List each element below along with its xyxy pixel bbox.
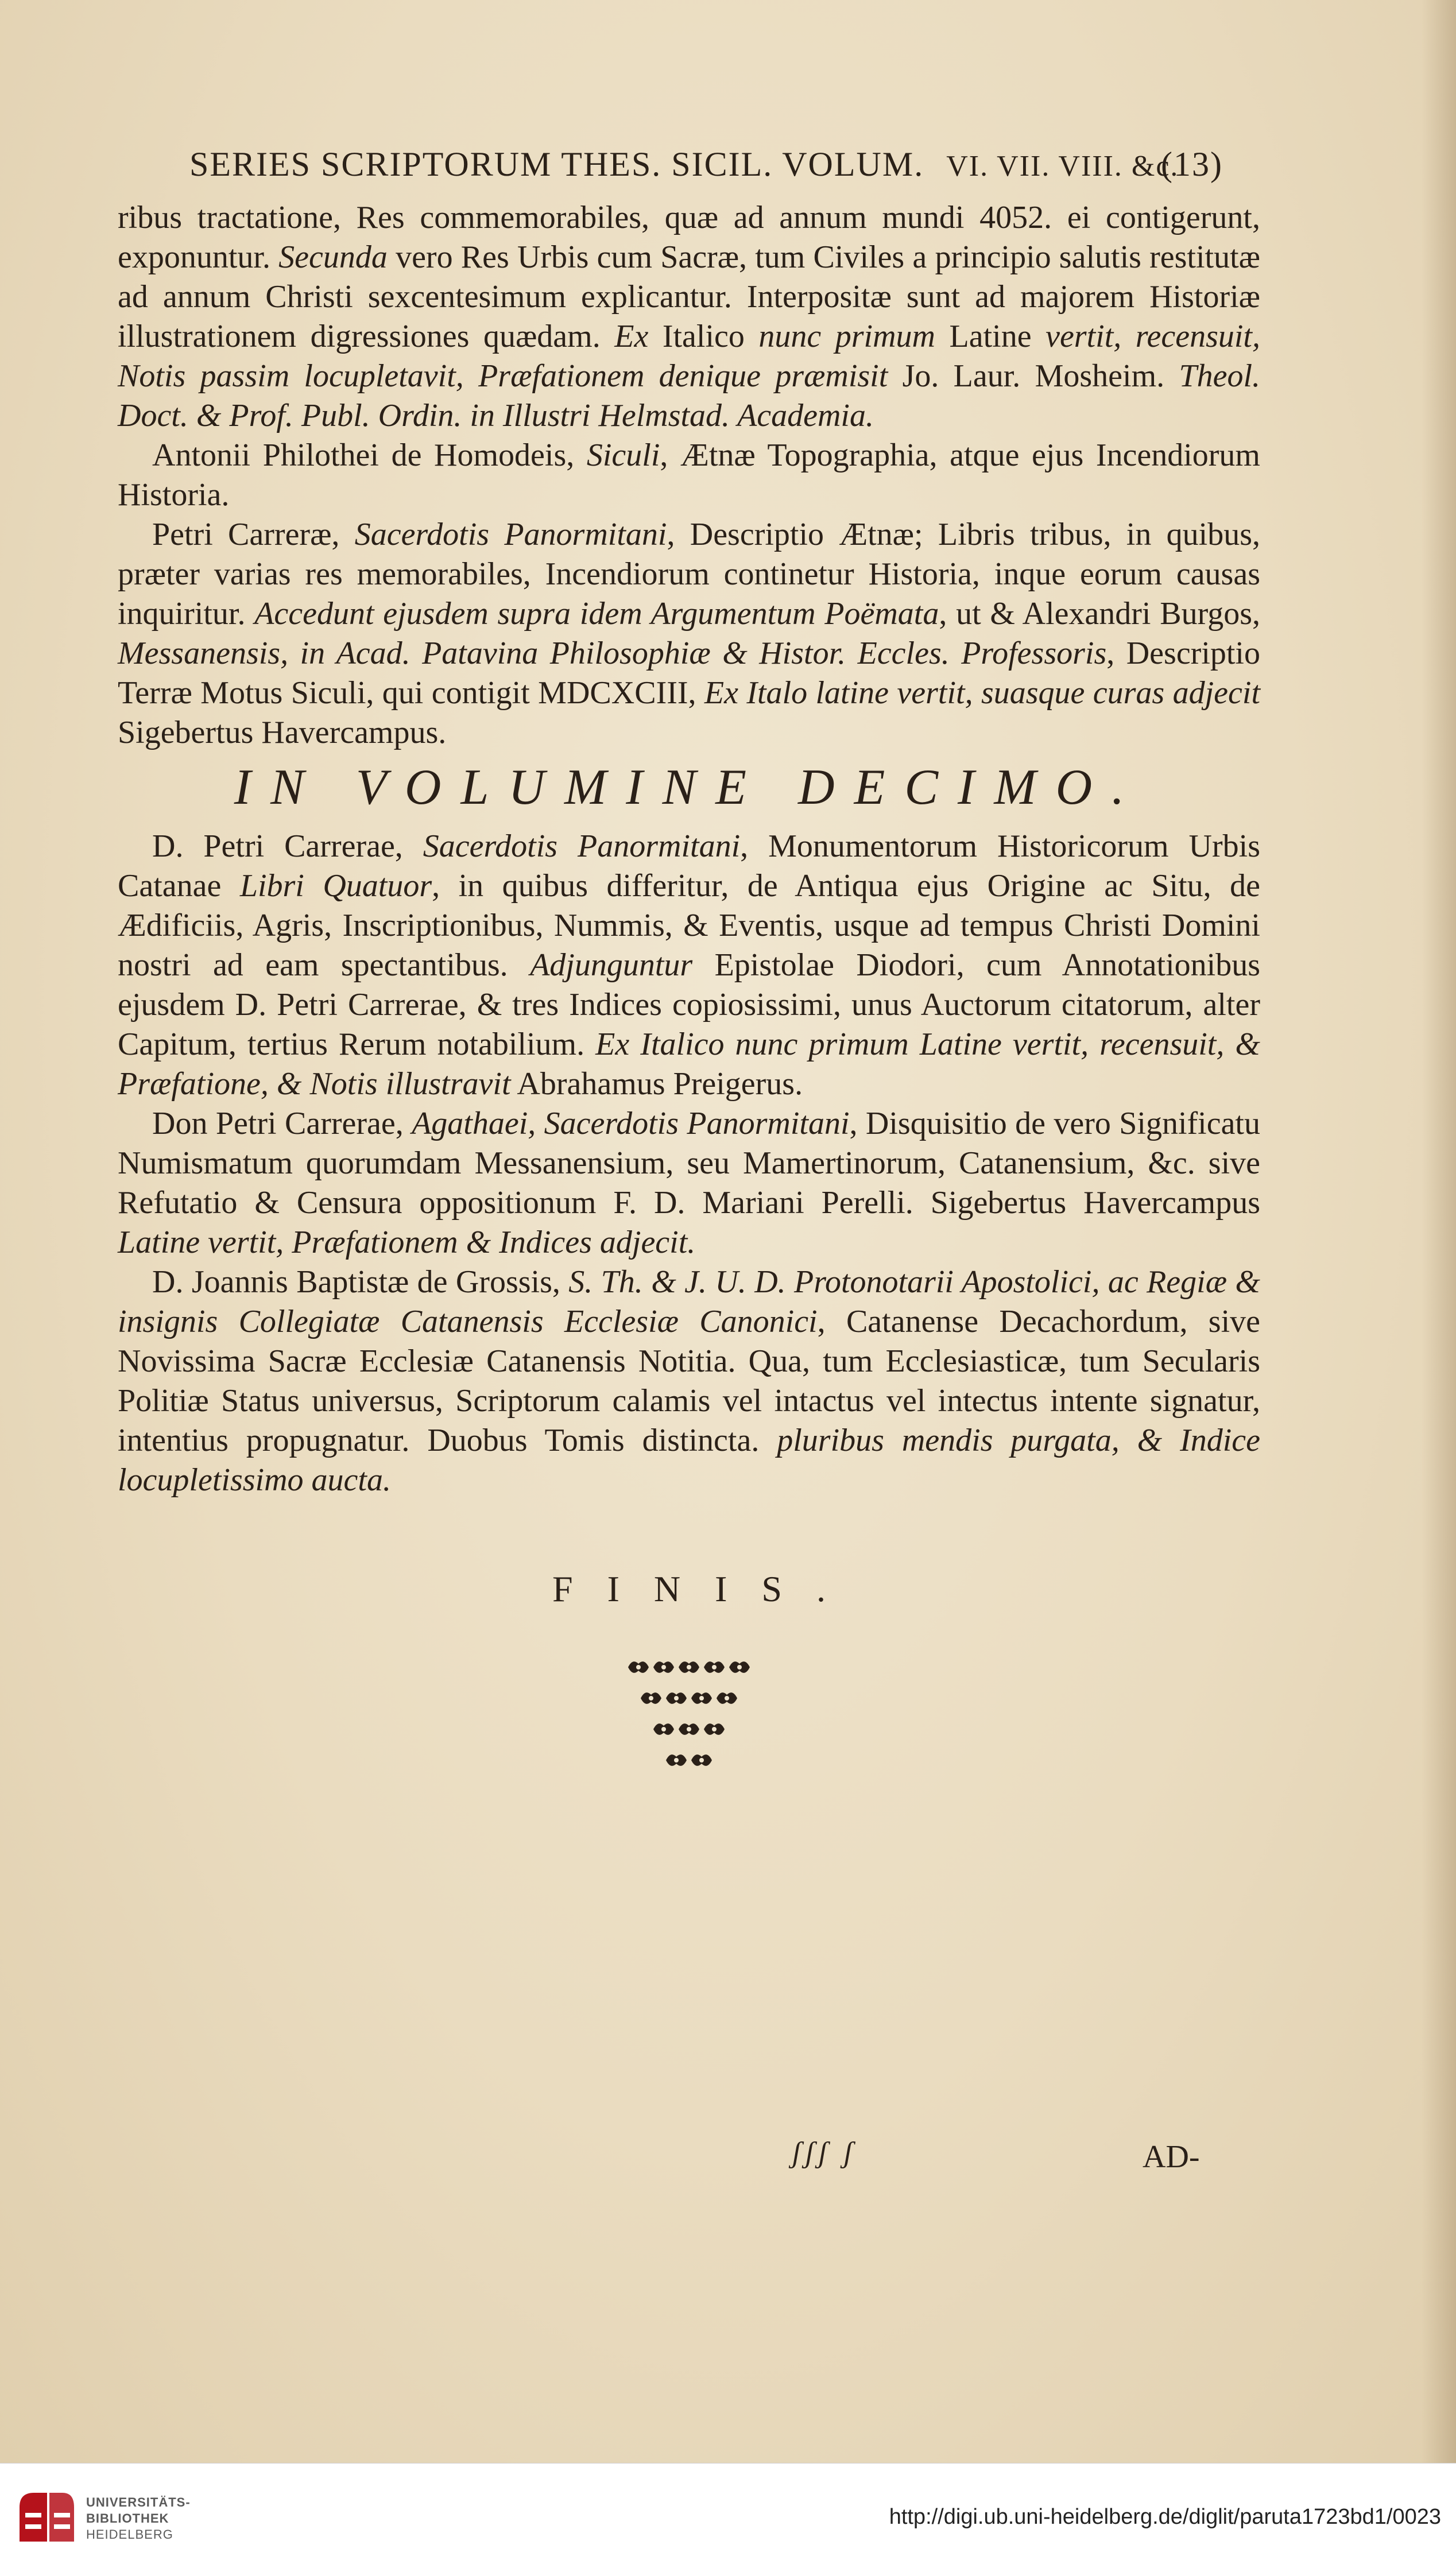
paragraph [118, 198, 1260, 436]
ornament-dot [712, 1727, 717, 1732]
paragraph [118, 515, 1260, 753]
signature-mark: ʃʃʃ ʃ [792, 2136, 857, 2169]
italic-text-segment: Messanensis, in Acad. Patavina Philosophiæ & Histor. Eccles. Professoris [118, 636, 1107, 671]
italic-text-segment: Latine vertit, Præfationem & Indices adjecit. [118, 1225, 696, 1260]
italic-text-segment: Theol. Doct. & Prof. Publ. Ordin. in Illustri Helmstad. Academia. [118, 358, 1260, 433]
catchword: AD- [1143, 2139, 1200, 2175]
text-segment: Don Petri Carrerae, [152, 1106, 412, 1141]
text-segment: , in quibus differitur, de Antiqua ejus Origine ac Situ, de Ædificiis, Agris, Inscriptionibus, Nummis, & Eventis, usque ad tempus Christi Domini nostri ad eam spectantibus. [118, 868, 1260, 983]
italic-text-segment: Ex Italo latine vertit, suasque curas adjecit [704, 675, 1260, 711]
text-segment: , Catanense Decachordum, sive Novissima Sacræ Ecclesiæ Catanensis Notitia. Qua, tum Ecclesiasticæ, tum Secularis Politiæ Status universus, Scriptorum calamis vel intactus vel intectus intente signatur, intentius propugnatur. Duobus Tomis distincta. [118, 1304, 1260, 1458]
ornament-dot [674, 1758, 679, 1763]
italic-text-segment: S. Th. & J. U. D. Protonotarii Apostolici, ac Regiæ & insignis Collegiatæ Catanensis Ecclesiæ Canonici [118, 1264, 1260, 1339]
paragraph [118, 1104, 1260, 1262]
paragraph [118, 827, 1260, 1104]
footer-bar [0, 2463, 1456, 2572]
text-segment: , Monumentorum Historicorum Urbis Catanae [118, 828, 1260, 904]
ornament-dot [649, 1696, 653, 1701]
text-segment: vero Res Urbis cum Sacræ, tum Civiles a principio salutis restitutæ ad annum Christi sexcentesimum explicantur. Interpositæ sunt ad majorem Historiæ illustrationem digressiones quædam. [118, 239, 1260, 354]
running-head-volumes: VI. VII. VIII. &c. [946, 150, 1179, 183]
page-number: (13) [1161, 145, 1223, 183]
paragraphs-before-heading [118, 198, 1260, 753]
ornament-dot [712, 1665, 717, 1670]
text-segment: Latine [935, 319, 1046, 354]
logo-line-2: BIBLIOTHEK [86, 2511, 169, 2525]
italic-text-segment: Sacerdotis Panormitani [423, 828, 741, 864]
running-head [189, 145, 1223, 191]
italic-text-segment: Sacerdotis Panormitani [354, 517, 667, 552]
italic-text-segment: Accedunt ejusdem supra idem Argumentum Poëmata [254, 596, 939, 632]
text-segment: , Disquisitio de vero Significatu Numismatum quorumdam Messanensium, seu Mamertinorum, Catanensium, &c. sive Refutatio & Censura oppositionum F. D. Mariani Perelli. Sigebertus Havercampus [118, 1106, 1260, 1221]
text-segment: D. Joannis Baptistæ de Grossis, [152, 1264, 569, 1300]
ornament-dot [737, 1665, 742, 1670]
logo-line-3: HEIDELBERG [86, 2527, 173, 2542]
ornament-dot [687, 1665, 691, 1670]
main-text [118, 198, 1260, 1792]
text-segment: ribus tractatione, Res commemorabiles, quæ ad annum mundi 4052. ei contigerunt, exponuntur. [118, 200, 1260, 275]
text-segment: Sigebertus Havercampus. [118, 715, 447, 750]
running-head-title: SERIES SCRIPTORUM THES. SICIL. VOLUM. [189, 145, 924, 183]
logo-line-1: UNIVERSITÄTS- [86, 2495, 191, 2509]
source-url-link[interactable]: http://digi.ub.uni-heidelberg.de/diglit/paruta1723bd1/0023 [889, 2505, 1441, 2529]
text-segment: Abrahamus Preigerus. [510, 1066, 803, 1102]
ornament-dot [699, 1696, 704, 1701]
university-logo-text[interactable] [86, 2494, 191, 2543]
italic-text-segment: Libri Quatuor [239, 868, 432, 904]
section-heading: IN VOLUMINE DECIMO. [234, 760, 1144, 815]
ornament-dot [674, 1696, 679, 1701]
ornament-dot [661, 1665, 666, 1670]
text-segment: , Descriptio Terræ Motus Siculi, qui contigit MDCXCIII, [118, 636, 1260, 711]
italic-text-segment: vertit, recensuit, Notis passim locupletavit, Præfationem denique præmisit [118, 319, 1260, 394]
italic-text-segment: pluribus mendis purgata, & Indice locupletissimo aucta. [118, 1423, 1261, 1498]
ornament-dot [725, 1696, 729, 1701]
text-segment: Epistolae Diodori, cum Annotationibus ejusdem D. Petri Carrerae, & tres Indices copiosissimi, unus Auctorum citatorum, alter Capitum, tertius Rerum notabilium. [118, 947, 1260, 1062]
finis-text: FINIS. [552, 1568, 861, 1609]
university-logo-icon[interactable] [14, 2484, 80, 2550]
page-edge-shadow [1422, 0, 1456, 2463]
text-segment: Italico [648, 319, 759, 354]
text-segment: Jo. Laur. Mosheim. [888, 358, 1179, 394]
ornament-dot [636, 1665, 641, 1670]
text-segment: Petri Carreræ, [152, 517, 355, 552]
italic-text-segment: nunc primum [758, 319, 936, 354]
ornament-dot [699, 1758, 704, 1763]
ornament-dot [661, 1727, 666, 1732]
italic-text-segment: Ex Italico nunc primum Latine vertit, recensuit, & Præfatione, & Notis illustravit [118, 1027, 1260, 1102]
text-segment: D. Petri Carrerae, [152, 828, 423, 864]
italic-text-segment: Ex [614, 319, 649, 354]
text-segment: , Ætnæ Topographia, atque ejus Incendiorum Historia. [118, 437, 1260, 513]
italic-text-segment: Adjunguntur [530, 947, 693, 983]
paragraph [118, 436, 1260, 515]
paragraph [118, 1262, 1260, 1500]
fleuron-ornament [614, 1643, 764, 1792]
ornament-dot [687, 1727, 691, 1732]
paragraphs-after-heading [118, 827, 1260, 1500]
italic-text-segment: Secunda [278, 239, 388, 275]
italic-text-segment: Agathaei, Sacerdotis Panormitani [412, 1106, 850, 1141]
text-segment: , Descriptio Ætnæ; Libris tribus, in quibus, præter varias res memorabiles, Incendiorum continetur Historia, inque eorum causas inquiritur. [118, 517, 1261, 632]
italic-text-segment: Siculi [586, 437, 660, 473]
text-segment: , ut & Alexandri Burgos, [939, 596, 1260, 632]
text-segment: Antonii Philothei de Homodeis, [152, 437, 587, 473]
